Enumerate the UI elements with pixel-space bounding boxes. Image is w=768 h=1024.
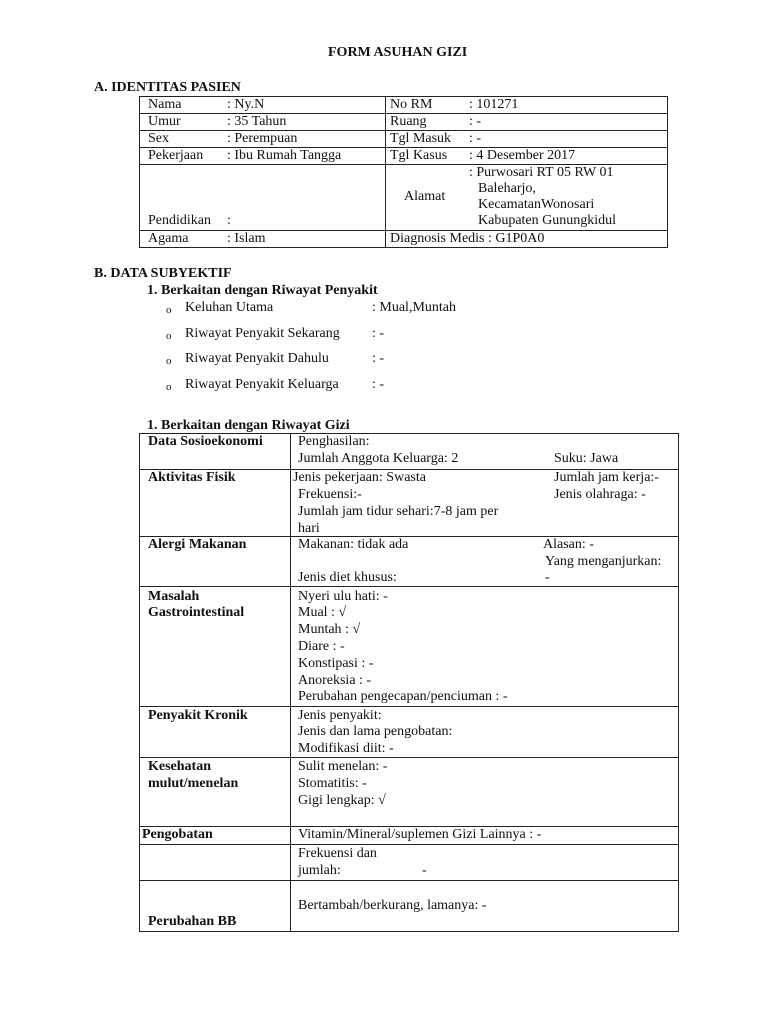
form-title: FORM ASUHAN GIZI bbox=[328, 45, 468, 60]
gigi-text: Gigi lengkap: √ bbox=[298, 793, 386, 808]
bb-label-cell bbox=[140, 881, 291, 932]
nama-cell bbox=[140, 97, 386, 114]
kronik-value-cell bbox=[291, 707, 679, 758]
tglkasus-label: Tgl Kasus bbox=[390, 148, 448, 163]
alergi-value-cell bbox=[291, 537, 679, 587]
gastro-value-cell bbox=[291, 587, 679, 707]
jam-kerja-text: Jumlah jam kerja:- bbox=[554, 470, 659, 485]
mulut-label-cell bbox=[140, 758, 291, 827]
frekuensi-text: Frekuensi:- bbox=[298, 487, 362, 502]
frekuensi-jumlah-text-2: jumlah: bbox=[298, 863, 341, 878]
umur-value: : 35 Tahun bbox=[227, 114, 287, 129]
pengobatan-label: Pengobatan bbox=[142, 827, 213, 842]
modifikasi-diit-text: Modifikasi diit: - bbox=[298, 741, 394, 756]
agama-label: Agama bbox=[148, 231, 189, 246]
alamat-line-2: Baleharjo, bbox=[478, 181, 536, 196]
anggota-text: Jumlah Anggota Keluarga: 2 bbox=[298, 451, 459, 466]
pendidikan-cell bbox=[140, 165, 386, 231]
anoreksia-text: Anoreksia : - bbox=[298, 673, 372, 688]
sosio-value-cell bbox=[291, 434, 679, 470]
jenis-penyakit-text: Jenis penyakit: bbox=[298, 708, 382, 723]
agama-value: : Islam bbox=[227, 231, 266, 246]
tglmasuk-label: Tgl Masuk bbox=[390, 131, 452, 146]
diagnosis-cell bbox=[386, 231, 668, 248]
sosio-label: Data Sosioekonomi bbox=[148, 434, 263, 449]
riwayat-gizi-heading: 1. Berkaitan dengan Riwayat Gizi bbox=[147, 418, 350, 433]
diagnosis-text: Diagnosis Medis : G1P0A0 bbox=[390, 231, 545, 246]
stomatitis-text: Stomatitis: - bbox=[298, 776, 367, 791]
sex-value: : Perempuan bbox=[227, 131, 298, 146]
ruang-value: : - bbox=[469, 114, 482, 129]
jenis-pekerjaan-text: Jenis pekerjaan: Swasta bbox=[293, 470, 426, 485]
pekerjaan-value: : Ibu Rumah Tangga bbox=[227, 148, 342, 163]
alergi-label: Alergi Makanan bbox=[148, 537, 247, 552]
riwayat-dahulu-value: : - bbox=[372, 351, 385, 366]
mulut-label-2: mulut/menelan bbox=[148, 776, 239, 791]
alamat-line-4: Kabupaten Gunungkidul bbox=[478, 213, 617, 228]
ruang-cell bbox=[386, 114, 668, 131]
bullet-icon: o bbox=[166, 381, 172, 393]
bullet-icon: o bbox=[166, 355, 172, 367]
norm-label: No RM bbox=[390, 97, 433, 112]
konstipasi-text: Konstipasi : - bbox=[298, 656, 374, 671]
vitamin-text: Vitamin/Mineral/suplemen Gizi Lainnya : - bbox=[298, 827, 542, 842]
lama-pengobatan-text: Jenis dan lama pengobatan: bbox=[298, 724, 453, 739]
bullet-icon: o bbox=[166, 330, 172, 342]
pengobatan-label-cell bbox=[140, 827, 291, 845]
nama-label: Nama bbox=[148, 97, 182, 112]
keluhan-label: Keluhan Utama bbox=[185, 300, 274, 315]
riwayat-keluarga-value: : - bbox=[372, 377, 385, 392]
bb-label: Perubahan BB bbox=[148, 914, 237, 929]
mulut-value-cell bbox=[291, 758, 679, 827]
mual-text: Mual : √ bbox=[298, 605, 347, 620]
ruang-label: Ruang bbox=[390, 114, 427, 129]
frekuensi-jumlah-text-1: Frekuensi dan bbox=[298, 846, 377, 861]
alamat-line-3: KecamatanWonosari bbox=[478, 197, 595, 212]
tglkasus-cell bbox=[386, 148, 668, 165]
umur-cell bbox=[140, 114, 386, 131]
pengobatan-value-cell bbox=[291, 827, 679, 845]
keluhan-value: : Mual,Muntah bbox=[372, 300, 456, 315]
bb-value: Bertambah/berkurang, lamanya: - bbox=[298, 898, 487, 913]
tglmasuk-value: : - bbox=[469, 131, 482, 146]
agama-cell bbox=[140, 231, 386, 248]
gastro-label-cell bbox=[140, 587, 291, 707]
gizi-table bbox=[139, 433, 679, 932]
section-a-heading: A. IDENTITAS PASIEN bbox=[94, 80, 241, 95]
alamat-line-1: : Purwosari RT 05 RW 01 bbox=[469, 165, 614, 180]
bb-value-cell bbox=[291, 881, 679, 932]
riwayat-keluarga-label: Riwayat Penyakit Keluarga bbox=[185, 377, 339, 392]
riwayat-dahulu-label: Riwayat Penyakit Dahulu bbox=[185, 351, 329, 366]
alasan-text: Alasan: - bbox=[543, 537, 594, 552]
makanan-text: Makanan: tidak ada bbox=[298, 537, 409, 552]
gastro-label-2: Gastrointestinal bbox=[148, 605, 245, 620]
riwayat-penyakit-heading: 1. Berkaitan dengan Riwayat Penyakit bbox=[147, 283, 378, 298]
tidur-text-2: hari bbox=[298, 521, 320, 536]
aktivitas-label: Aktivitas Fisik bbox=[148, 470, 236, 485]
riwayat-sekarang-label: Riwayat Penyakit Sekarang bbox=[185, 326, 340, 341]
diet-text: Jenis diet khusus: bbox=[298, 570, 397, 585]
kronik-label-cell bbox=[140, 707, 291, 758]
aktivitas-value-cell bbox=[291, 470, 679, 537]
aktivitas-label-cell bbox=[140, 470, 291, 537]
sosio-label-cell bbox=[140, 434, 291, 470]
diare-text: Diare : - bbox=[298, 639, 345, 654]
identity-table bbox=[139, 96, 668, 248]
nama-value: : Ny.N bbox=[227, 97, 265, 112]
frekuensi-value-cell bbox=[291, 845, 679, 881]
norm-cell bbox=[386, 97, 668, 114]
kronik-label: Penyakit Kronik bbox=[148, 708, 248, 723]
gastro-label-1: Masalah bbox=[148, 589, 200, 604]
frekuensi-jumlah-value: - bbox=[422, 863, 427, 878]
norm-value: : 101271 bbox=[469, 97, 519, 112]
pekerjaan-cell bbox=[140, 148, 386, 165]
riwayat-sekarang-value: : - bbox=[372, 326, 385, 341]
pendidikan-label: Pendidikan bbox=[148, 213, 211, 228]
nyeri-text: Nyeri ulu hati: - bbox=[298, 589, 388, 604]
tglmasuk-cell bbox=[386, 131, 668, 148]
menganjurkan-text-1: Yang menganjurkan: bbox=[545, 554, 662, 569]
tglkasus-value: : 4 Desember 2017 bbox=[469, 148, 576, 163]
pekerjaan-label: Pekerjaan bbox=[148, 148, 204, 163]
section-b-heading: B. DATA SUBYEKTIF bbox=[94, 266, 232, 281]
alergi-label-cell bbox=[140, 537, 291, 587]
olahraga-text: Jenis olahraga: - bbox=[554, 487, 646, 502]
umur-label: Umur bbox=[148, 114, 181, 129]
pendidikan-value: : bbox=[227, 213, 231, 228]
alamat-label: Alamat bbox=[404, 189, 446, 204]
tidur-text-1: Jumlah jam tidur sehari:7-8 jam per bbox=[298, 504, 499, 519]
pengecapan-text: Perubahan pengecapan/penciuman : - bbox=[298, 689, 508, 704]
alamat-cell bbox=[386, 165, 668, 231]
sex-cell bbox=[140, 131, 386, 148]
penghasilan-text: Penghasilan: bbox=[298, 434, 370, 449]
menganjurkan-text-2: - bbox=[545, 570, 550, 585]
muntah-text: Muntah : √ bbox=[298, 622, 361, 637]
frekuensi-label-cell bbox=[140, 845, 291, 881]
sulit-menelan-text: Sulit menelan: - bbox=[298, 759, 388, 774]
sex-label: Sex bbox=[148, 131, 169, 146]
suku-text: Suku: Jawa bbox=[554, 451, 619, 466]
bullet-icon: o bbox=[166, 304, 172, 316]
mulut-label-1: Kesehatan bbox=[148, 759, 211, 774]
